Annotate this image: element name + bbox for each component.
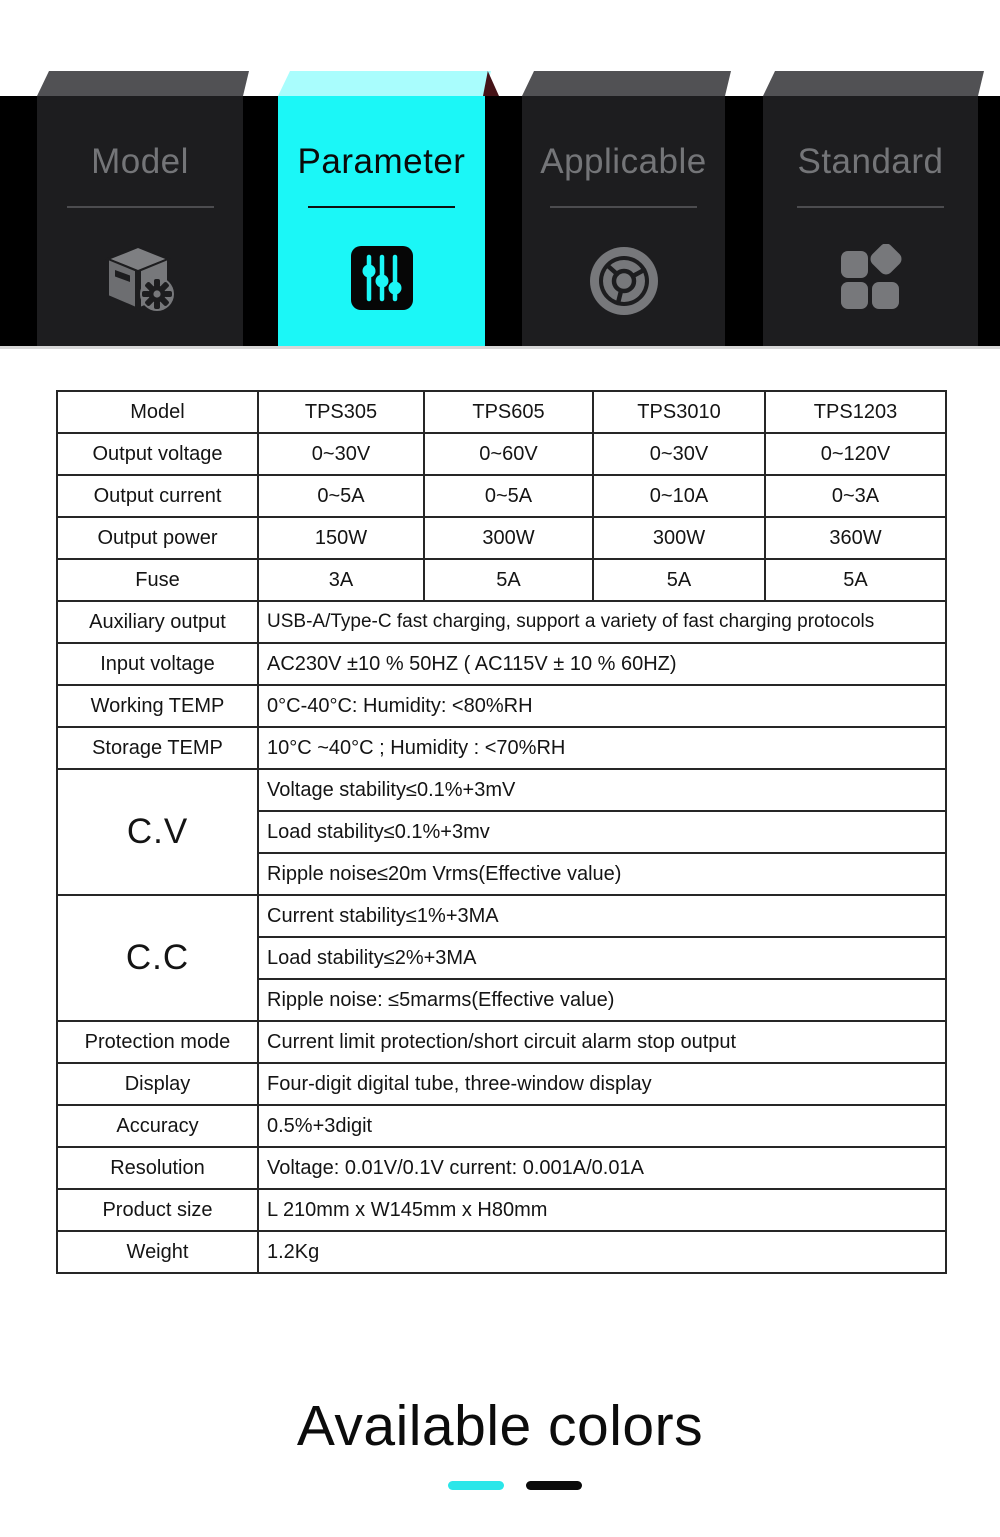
spec-value-cell: 0~120V — [765, 433, 946, 475]
header-model-cell: TPS3010 — [593, 391, 765, 433]
table-row — [57, 895, 946, 937]
spec-label-cell: Weight — [57, 1231, 258, 1273]
spec-value-cell: Four-digit digital tube, three-window display — [258, 1063, 946, 1105]
tab-face — [522, 96, 725, 346]
spec-value-cell: 5A — [593, 559, 765, 601]
tab-parameter[interactable] — [278, 96, 485, 346]
spec-value-cell: 0~5A — [424, 475, 593, 517]
table-row — [57, 1021, 946, 1063]
table-row — [57, 559, 946, 601]
tab-underline — [797, 206, 944, 208]
table-row — [57, 769, 946, 811]
spec-label-cell: Resolution — [57, 1147, 258, 1189]
tab-face — [278, 96, 485, 346]
available-colors-title: Available colors — [296, 1394, 704, 1458]
table-row — [57, 1063, 946, 1105]
tab-roof — [278, 71, 491, 96]
spec-label-cell: Product size — [57, 1189, 258, 1231]
spec-label-cell: Output current — [57, 475, 258, 517]
spec-value-cell: 300W — [424, 517, 593, 559]
spec-label-cell: Accuracy — [57, 1105, 258, 1147]
spec-value-cell: AC230V ±10 % 50HZ ( AC115V ± 10 % 60HZ) — [258, 643, 946, 685]
table-row — [57, 433, 946, 475]
spec-value-cell: 0~60V — [424, 433, 593, 475]
spec-value-cell: Ripple noise: ≤5marms(Effective value) — [258, 979, 946, 1021]
spec-group-label-cell: C.C — [57, 895, 258, 1021]
spec-label-cell: Storage TEMP — [57, 727, 258, 769]
spec-value-cell: 150W — [258, 517, 424, 559]
spec-label-cell: Auxiliary output — [57, 601, 258, 643]
spec-value-cell: Load stability≤0.1%+3mv — [258, 811, 946, 853]
tab-face — [763, 96, 978, 346]
tab-label: Applicable — [540, 142, 707, 181]
spec-value-cell: 0~5A — [258, 475, 424, 517]
tab-applicable[interactable] — [522, 96, 725, 346]
spec-value-cell: Current stability≤1%+3MA — [258, 895, 946, 937]
color-swatches — [0, 1481, 1000, 1490]
tab-roof — [37, 71, 249, 96]
color-swatch-black — [526, 1481, 582, 1490]
table-row — [57, 1105, 946, 1147]
tab-face — [37, 96, 243, 346]
tab-underline — [67, 206, 214, 208]
tab-standard[interactable] — [763, 96, 978, 346]
spec-value-cell: 0.5%+3digit — [258, 1105, 946, 1147]
sliders-icon — [348, 244, 416, 317]
tab-roof — [522, 71, 731, 96]
header-model-cell: TPS605 — [424, 391, 593, 433]
table-row — [57, 1231, 946, 1273]
box-gear-icon — [102, 244, 178, 321]
spec-value-cell: 3A — [258, 559, 424, 601]
spec-label-cell: Protection mode — [57, 1021, 258, 1063]
spec-value-cell: 0~30V — [593, 433, 765, 475]
spec-value-cell: Load stability≤2%+3MA — [258, 937, 946, 979]
table-row — [57, 601, 946, 643]
spec-value-cell: 0~10A — [593, 475, 765, 517]
chrome-icon — [587, 244, 661, 323]
spec-value-cell: 5A — [424, 559, 593, 601]
table-row — [57, 517, 946, 559]
spec-table — [56, 390, 947, 1274]
spec-label-cell: Display — [57, 1063, 258, 1105]
spec-value-cell: 1.2Kg — [258, 1231, 946, 1273]
spec-value-cell: USB-A/Type-C fast charging, support a variety of fast charging protocols — [258, 601, 946, 643]
spec-value-cell: 10°C ~40°C ; Humidity : <70%RH — [258, 727, 946, 769]
spec-value-cell: 360W — [765, 517, 946, 559]
spec-value-cell: 300W — [593, 517, 765, 559]
table-row — [57, 685, 946, 727]
spec-group-label-cell: C.V — [57, 769, 258, 895]
spec-value-cell: Voltage stability≤0.1%+3mV — [258, 769, 946, 811]
tab-label: Parameter — [297, 142, 466, 181]
header-model-cell: TPS305 — [258, 391, 424, 433]
spec-value-cell: 5A — [765, 559, 946, 601]
tabs-band — [0, 96, 1000, 346]
available-colors-section — [0, 1393, 1000, 1490]
tab-label: Model — [91, 142, 189, 181]
header-model-cell: TPS1203 — [765, 391, 946, 433]
squares-icon — [836, 244, 906, 319]
spec-label-cell: Output power — [57, 517, 258, 559]
table-row — [57, 727, 946, 769]
table-row — [57, 1189, 946, 1231]
spec-value-cell: Voltage: 0.01V/0.1V current: 0.001A/0.01A — [258, 1147, 946, 1189]
table-row — [57, 475, 946, 517]
spec-label-cell: Output voltage — [57, 433, 258, 475]
tab-label: Standard — [797, 142, 944, 181]
spec-label-cell: Input voltage — [57, 643, 258, 685]
header-label-cell: Model — [57, 391, 258, 433]
spec-label-cell: Fuse — [57, 559, 258, 601]
spec-value-cell: Current limit protection/short circuit alarm stop output — [258, 1021, 946, 1063]
tab-underline — [550, 206, 697, 208]
tab-model[interactable] — [37, 96, 243, 346]
table-row — [57, 643, 946, 685]
table-header-row — [57, 391, 946, 433]
spec-value-cell: 0~30V — [258, 433, 424, 475]
spec-value-cell: 0~3A — [765, 475, 946, 517]
spec-label-cell: Working TEMP — [57, 685, 258, 727]
color-swatch-cyan — [448, 1481, 504, 1490]
spec-value-cell: L 210mm x W145mm x H80mm — [258, 1189, 946, 1231]
spec-value-cell: 0°C-40°C: Humidity: <80%RH — [258, 685, 946, 727]
tab-roof — [763, 71, 984, 96]
table-row — [57, 1147, 946, 1189]
tab-underline — [308, 206, 455, 208]
spec-value-cell: Ripple noise≤20m Vrms(Effective value) — [258, 853, 946, 895]
